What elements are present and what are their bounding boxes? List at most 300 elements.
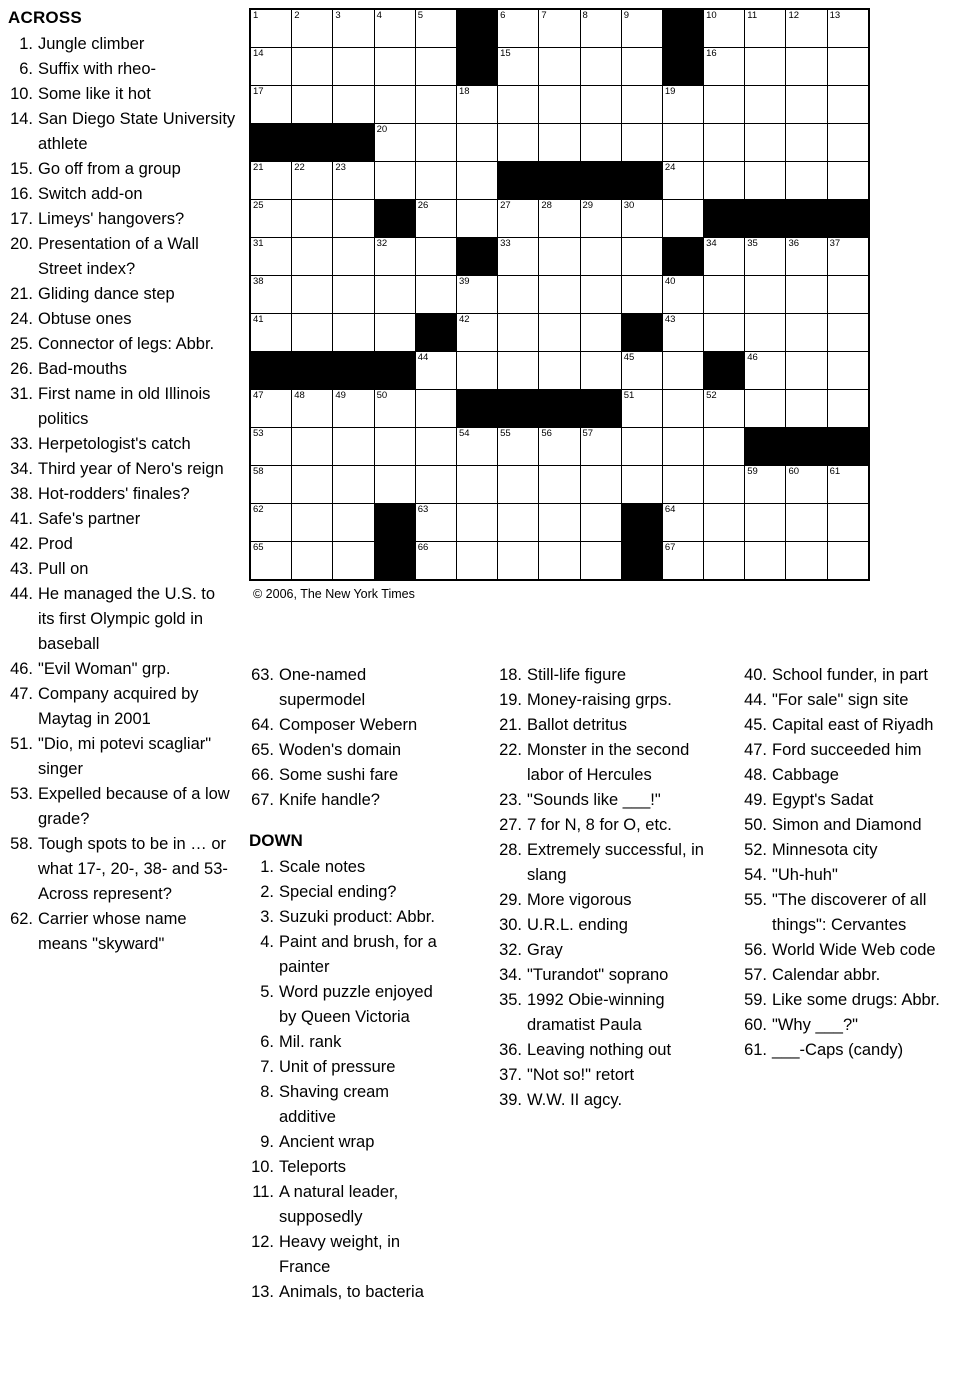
grid-cell[interactable] bbox=[292, 48, 333, 86]
grid-cell[interactable] bbox=[662, 124, 703, 162]
grid-cell[interactable] bbox=[704, 542, 745, 581]
grid-cell[interactable] bbox=[415, 162, 456, 200]
grid-cell[interactable] bbox=[292, 200, 333, 238]
grid-cell-number: 27 bbox=[500, 200, 511, 211]
grid-cell[interactable] bbox=[292, 542, 333, 581]
grid-cell[interactable] bbox=[456, 314, 497, 352]
grid-cell[interactable] bbox=[498, 86, 539, 124]
grid-cell[interactable] bbox=[250, 428, 292, 466]
grid-cell[interactable] bbox=[456, 86, 497, 124]
grid-cell[interactable] bbox=[292, 9, 333, 48]
clue-item[interactable] bbox=[8, 282, 236, 307]
clue-item[interactable] bbox=[497, 838, 707, 888]
grid-cell[interactable] bbox=[580, 466, 621, 504]
grid-cell[interactable] bbox=[415, 86, 456, 124]
clue-item[interactable] bbox=[8, 682, 236, 732]
clue-item[interactable] bbox=[497, 688, 707, 713]
clue-item[interactable] bbox=[497, 888, 707, 913]
clue-item[interactable] bbox=[8, 582, 236, 657]
clue-item[interactable] bbox=[497, 938, 707, 963]
grid-cell[interactable] bbox=[292, 504, 333, 542]
clue-item[interactable] bbox=[497, 988, 707, 1038]
grid-cell[interactable] bbox=[580, 428, 621, 466]
clue-text: A natural leader, supposedly bbox=[279, 1183, 399, 1226]
grid-cell[interactable] bbox=[786, 86, 827, 124]
clue-item[interactable] bbox=[249, 1280, 449, 1305]
grid-cell[interactable] bbox=[333, 162, 374, 200]
grid-cell[interactable] bbox=[580, 352, 621, 390]
grid-cell[interactable] bbox=[580, 48, 621, 86]
clue-item[interactable] bbox=[8, 657, 236, 682]
clue-item[interactable] bbox=[8, 507, 236, 532]
clue-item[interactable] bbox=[8, 557, 236, 582]
clue-item[interactable] bbox=[8, 357, 236, 382]
grid-cell[interactable] bbox=[704, 86, 745, 124]
grid-cell[interactable] bbox=[786, 542, 827, 581]
grid-cell[interactable] bbox=[745, 276, 786, 314]
grid-cell[interactable] bbox=[621, 352, 662, 390]
grid-cell[interactable] bbox=[621, 86, 662, 124]
clue-number: 22. bbox=[499, 741, 522, 759]
clue-number: 34. bbox=[10, 460, 33, 478]
grid-cell[interactable] bbox=[704, 428, 745, 466]
grid-cell[interactable] bbox=[456, 542, 497, 581]
grid-cell[interactable] bbox=[374, 48, 415, 86]
grid-cell[interactable] bbox=[333, 238, 374, 276]
grid-cell[interactable] bbox=[292, 428, 333, 466]
grid-cell[interactable] bbox=[333, 504, 374, 542]
grid-cell[interactable] bbox=[745, 390, 786, 428]
grid-cell[interactable] bbox=[745, 86, 786, 124]
grid-cell[interactable] bbox=[704, 390, 745, 428]
clue-item[interactable] bbox=[742, 1038, 957, 1063]
grid-cell[interactable] bbox=[539, 9, 580, 48]
clue-item[interactable] bbox=[249, 1130, 449, 1155]
grid-cell[interactable] bbox=[786, 390, 827, 428]
grid-cell[interactable] bbox=[415, 390, 456, 428]
clue-text: "Why ___?" bbox=[772, 1016, 859, 1034]
grid-cell[interactable] bbox=[662, 390, 703, 428]
grid-cell[interactable] bbox=[704, 504, 745, 542]
clue-item[interactable] bbox=[8, 32, 236, 57]
grid-cell[interactable] bbox=[415, 276, 456, 314]
grid-cell[interactable] bbox=[292, 238, 333, 276]
grid-cell[interactable] bbox=[662, 86, 703, 124]
clue-number: 6. bbox=[260, 1033, 274, 1051]
grid-cell[interactable] bbox=[333, 276, 374, 314]
grid-cell[interactable] bbox=[827, 9, 869, 48]
grid-cell[interactable] bbox=[333, 48, 374, 86]
clue-number: 25. bbox=[10, 335, 33, 353]
clue-item[interactable] bbox=[249, 1080, 449, 1130]
grid-cell[interactable] bbox=[498, 200, 539, 238]
grid-cell[interactable] bbox=[333, 200, 374, 238]
clue-item[interactable] bbox=[497, 713, 707, 738]
clue-item[interactable] bbox=[497, 1063, 707, 1088]
grid-cell-number: 38 bbox=[253, 276, 264, 287]
clue-text: Carrier whose name means "skyward" bbox=[38, 910, 187, 953]
grid-cell[interactable] bbox=[374, 314, 415, 352]
grid-cell[interactable] bbox=[250, 48, 292, 86]
grid-cell[interactable] bbox=[498, 9, 539, 48]
grid-cell[interactable] bbox=[662, 352, 703, 390]
clue-item[interactable] bbox=[8, 332, 236, 357]
grid-cell[interactable] bbox=[704, 238, 745, 276]
clue-item[interactable] bbox=[497, 1038, 707, 1063]
grid-cell[interactable] bbox=[745, 162, 786, 200]
grid-cell[interactable] bbox=[704, 48, 745, 86]
grid-cell[interactable] bbox=[704, 276, 745, 314]
grid-cell[interactable] bbox=[827, 466, 869, 504]
grid-cell[interactable] bbox=[662, 162, 703, 200]
clue-item[interactable] bbox=[8, 157, 236, 182]
grid-cell[interactable] bbox=[374, 162, 415, 200]
grid-cell[interactable] bbox=[580, 276, 621, 314]
clue-item[interactable] bbox=[249, 1180, 449, 1230]
clue-item[interactable] bbox=[8, 232, 236, 282]
grid-cell[interactable] bbox=[292, 466, 333, 504]
grid-cell[interactable] bbox=[498, 48, 539, 86]
grid-cell[interactable] bbox=[621, 48, 662, 86]
grid-cell[interactable] bbox=[827, 390, 869, 428]
clue-item[interactable] bbox=[742, 963, 957, 988]
clue-text: Prod bbox=[38, 535, 73, 553]
grid-cell[interactable] bbox=[250, 542, 292, 581]
clue-number: 24. bbox=[10, 310, 33, 328]
grid-cell[interactable] bbox=[827, 542, 869, 581]
clue-item[interactable] bbox=[249, 663, 449, 713]
grid-cell[interactable] bbox=[539, 124, 580, 162]
grid-cell[interactable] bbox=[827, 48, 869, 86]
grid-cell[interactable] bbox=[374, 124, 415, 162]
clue-item[interactable] bbox=[8, 832, 236, 907]
grid-cell[interactable] bbox=[539, 352, 580, 390]
grid-cell[interactable] bbox=[374, 390, 415, 428]
clue-item[interactable] bbox=[742, 663, 957, 688]
grid-cell[interactable] bbox=[415, 428, 456, 466]
grid-cell[interactable] bbox=[786, 124, 827, 162]
clue-item[interactable] bbox=[249, 738, 449, 763]
grid-cell[interactable] bbox=[374, 428, 415, 466]
grid-cell[interactable] bbox=[827, 238, 869, 276]
grid-cell[interactable] bbox=[333, 542, 374, 581]
clue-item[interactable] bbox=[8, 57, 236, 82]
grid-cell[interactable] bbox=[621, 466, 662, 504]
grid-cell[interactable] bbox=[456, 428, 497, 466]
grid-cell-number: 67 bbox=[664, 542, 676, 553]
grid-cell[interactable] bbox=[374, 466, 415, 504]
grid-cell[interactable] bbox=[745, 352, 786, 390]
grid-cell[interactable] bbox=[250, 276, 292, 314]
clue-item[interactable] bbox=[249, 855, 449, 880]
grid-cell[interactable] bbox=[415, 542, 456, 581]
clue-item[interactable] bbox=[8, 82, 236, 107]
grid-cell[interactable] bbox=[745, 48, 786, 86]
grid-cell[interactable] bbox=[745, 542, 786, 581]
grid-cell[interactable] bbox=[704, 9, 745, 48]
grid-cell[interactable] bbox=[415, 238, 456, 276]
grid-cell[interactable] bbox=[704, 314, 745, 352]
grid-cell[interactable] bbox=[333, 86, 374, 124]
grid-row bbox=[250, 238, 869, 276]
clue-column-two bbox=[249, 663, 449, 1305]
grid-cell[interactable] bbox=[539, 504, 580, 542]
grid-cell-number: 37 bbox=[829, 238, 841, 249]
clue-item[interactable] bbox=[742, 838, 957, 863]
grid-cell[interactable] bbox=[621, 200, 662, 238]
grid-cell[interactable] bbox=[580, 200, 621, 238]
clue-number: 59. bbox=[744, 991, 767, 1009]
clue-item[interactable] bbox=[497, 813, 707, 838]
grid-cell[interactable] bbox=[415, 124, 456, 162]
grid-cell[interactable] bbox=[415, 352, 456, 390]
grid-cell[interactable] bbox=[827, 352, 869, 390]
grid-cell[interactable] bbox=[292, 162, 333, 200]
clue-number: 60. bbox=[744, 1016, 767, 1034]
grid-cell[interactable] bbox=[621, 390, 662, 428]
clue-item[interactable] bbox=[742, 738, 957, 763]
grid-cell[interactable] bbox=[498, 542, 539, 581]
grid-cell[interactable] bbox=[539, 86, 580, 124]
grid-cell[interactable] bbox=[786, 238, 827, 276]
clue-item[interactable] bbox=[249, 930, 449, 980]
clue-item[interactable] bbox=[742, 688, 957, 713]
grid-cell[interactable] bbox=[292, 276, 333, 314]
grid-cell[interactable] bbox=[580, 9, 621, 48]
grid-cell[interactable] bbox=[621, 124, 662, 162]
clue-item[interactable] bbox=[8, 732, 236, 782]
grid-cell[interactable] bbox=[827, 276, 869, 314]
grid-cell-block bbox=[827, 428, 869, 466]
grid-cell-number: 66 bbox=[417, 542, 429, 553]
clue-text: Third year of Nero's reign bbox=[38, 460, 224, 478]
clue-item[interactable] bbox=[8, 457, 236, 482]
grid-cell[interactable] bbox=[539, 48, 580, 86]
grid-cell[interactable] bbox=[539, 238, 580, 276]
grid-cell[interactable] bbox=[456, 200, 497, 238]
clue-item[interactable] bbox=[8, 107, 236, 157]
grid-cell[interactable] bbox=[621, 9, 662, 48]
grid-cell[interactable] bbox=[662, 200, 703, 238]
grid-cell[interactable] bbox=[498, 276, 539, 314]
grid-cell[interactable] bbox=[539, 542, 580, 581]
grid-cell[interactable] bbox=[292, 314, 333, 352]
grid-cell[interactable] bbox=[786, 504, 827, 542]
grid-cell[interactable] bbox=[498, 238, 539, 276]
grid-cell[interactable] bbox=[745, 504, 786, 542]
grid-row bbox=[250, 9, 869, 48]
grid-cell[interactable] bbox=[662, 314, 703, 352]
grid-cell[interactable] bbox=[704, 162, 745, 200]
grid-cell[interactable] bbox=[498, 466, 539, 504]
grid-cell[interactable] bbox=[250, 314, 292, 352]
grid-cell[interactable] bbox=[786, 276, 827, 314]
grid-cell[interactable] bbox=[827, 86, 869, 124]
grid-cell[interactable] bbox=[621, 238, 662, 276]
grid-cell-number: 13 bbox=[829, 10, 841, 21]
clue-number: 66. bbox=[251, 766, 274, 784]
grid-cell[interactable] bbox=[827, 504, 869, 542]
grid-cell[interactable] bbox=[374, 238, 415, 276]
grid-cell[interactable] bbox=[662, 428, 703, 466]
grid-cell[interactable] bbox=[745, 238, 786, 276]
grid-cell[interactable] bbox=[745, 466, 786, 504]
grid-cell-number: 49 bbox=[335, 390, 346, 401]
grid-cell-number: 26 bbox=[417, 200, 429, 211]
grid-cell[interactable] bbox=[580, 86, 621, 124]
grid-cell[interactable] bbox=[704, 124, 745, 162]
clue-item[interactable] bbox=[742, 813, 957, 838]
clue-item[interactable] bbox=[249, 980, 449, 1030]
grid-cell[interactable] bbox=[539, 466, 580, 504]
grid-cell[interactable] bbox=[786, 466, 827, 504]
clue-item[interactable] bbox=[8, 207, 236, 232]
clue-item[interactable] bbox=[497, 788, 707, 813]
grid-cell-number: 17 bbox=[253, 86, 264, 97]
grid-cell[interactable] bbox=[415, 200, 456, 238]
grid-cell[interactable] bbox=[333, 466, 374, 504]
clue-item[interactable] bbox=[742, 863, 957, 888]
grid-cell[interactable] bbox=[580, 504, 621, 542]
grid-cell[interactable] bbox=[456, 504, 497, 542]
grid-cell[interactable] bbox=[374, 9, 415, 48]
grid-cell[interactable] bbox=[456, 276, 497, 314]
grid-cell[interactable] bbox=[662, 276, 703, 314]
grid-cell[interactable] bbox=[250, 86, 292, 124]
clue-number: 52. bbox=[744, 841, 767, 859]
clue-item[interactable] bbox=[8, 782, 236, 832]
grid-cell[interactable] bbox=[250, 9, 292, 48]
grid-cell[interactable] bbox=[498, 504, 539, 542]
grid-cell[interactable] bbox=[250, 200, 292, 238]
grid-cell[interactable] bbox=[745, 9, 786, 48]
grid-cell[interactable] bbox=[250, 390, 292, 428]
grid-cell[interactable] bbox=[621, 428, 662, 466]
clue-number: 4. bbox=[260, 933, 274, 951]
grid-cell[interactable] bbox=[539, 428, 580, 466]
grid-cell[interactable] bbox=[456, 466, 497, 504]
clue-item[interactable] bbox=[742, 763, 957, 788]
clue-item[interactable] bbox=[8, 482, 236, 507]
clue-item[interactable] bbox=[8, 532, 236, 557]
grid-cell[interactable] bbox=[498, 124, 539, 162]
clue-item[interactable] bbox=[497, 1088, 707, 1113]
grid-cell[interactable] bbox=[498, 352, 539, 390]
grid-cell[interactable] bbox=[786, 9, 827, 48]
clue-item[interactable] bbox=[497, 738, 707, 788]
clue-item[interactable] bbox=[249, 763, 449, 788]
grid-cell[interactable] bbox=[250, 504, 292, 542]
grid-cell[interactable] bbox=[786, 314, 827, 352]
clue-item[interactable] bbox=[249, 1155, 449, 1180]
grid-cell[interactable] bbox=[704, 466, 745, 504]
clue-item[interactable] bbox=[249, 788, 449, 813]
grid-cell-block bbox=[292, 352, 333, 390]
grid-cell[interactable] bbox=[786, 48, 827, 86]
clue-item[interactable] bbox=[8, 432, 236, 457]
grid-cell[interactable] bbox=[827, 162, 869, 200]
grid-cell[interactable] bbox=[292, 86, 333, 124]
grid-cell[interactable] bbox=[745, 124, 786, 162]
grid-cell[interactable] bbox=[580, 238, 621, 276]
grid-cell[interactable] bbox=[827, 314, 869, 352]
grid-cell[interactable] bbox=[539, 200, 580, 238]
grid-cell[interactable] bbox=[415, 504, 456, 542]
grid-cell[interactable] bbox=[827, 124, 869, 162]
grid-cell[interactable] bbox=[456, 352, 497, 390]
clue-item[interactable] bbox=[249, 880, 449, 905]
grid-cell[interactable] bbox=[580, 542, 621, 581]
grid-cell[interactable] bbox=[374, 276, 415, 314]
grid-cell[interactable] bbox=[333, 390, 374, 428]
clue-item[interactable] bbox=[742, 1013, 957, 1038]
grid-cell[interactable] bbox=[580, 124, 621, 162]
grid-cell[interactable] bbox=[292, 390, 333, 428]
grid-cell-number: 31 bbox=[253, 238, 264, 249]
clue-item[interactable] bbox=[249, 1030, 449, 1055]
clue-item[interactable] bbox=[249, 905, 449, 930]
grid-cell[interactable] bbox=[786, 162, 827, 200]
clue-item[interactable] bbox=[742, 788, 957, 813]
clue-item[interactable] bbox=[8, 382, 236, 432]
clue-item[interactable] bbox=[8, 907, 236, 957]
grid-cell-number: 65 bbox=[253, 542, 264, 553]
clue-item[interactable] bbox=[8, 307, 236, 332]
grid-cell[interactable] bbox=[333, 428, 374, 466]
clue-item[interactable] bbox=[249, 713, 449, 738]
grid-cell[interactable] bbox=[333, 9, 374, 48]
grid-cell[interactable] bbox=[456, 124, 497, 162]
grid-cell[interactable] bbox=[786, 352, 827, 390]
grid-cell[interactable] bbox=[456, 162, 497, 200]
clue-number: 43. bbox=[10, 560, 33, 578]
clue-item[interactable] bbox=[8, 182, 236, 207]
grid-cell[interactable] bbox=[662, 504, 703, 542]
grid-cell[interactable] bbox=[415, 9, 456, 48]
grid-cell[interactable] bbox=[621, 276, 662, 314]
grid-cell[interactable] bbox=[374, 86, 415, 124]
clue-item[interactable] bbox=[742, 713, 957, 738]
grid-cell-number: 52 bbox=[706, 390, 717, 401]
grid-cell[interactable] bbox=[250, 466, 292, 504]
clue-text: Extremely successful, in slang bbox=[527, 841, 704, 884]
grid-cell-number: 1 bbox=[253, 10, 259, 21]
grid-cell[interactable] bbox=[580, 314, 621, 352]
grid-cell[interactable] bbox=[250, 238, 292, 276]
grid-cell[interactable] bbox=[539, 276, 580, 314]
grid-cell[interactable] bbox=[662, 466, 703, 504]
clue-item[interactable] bbox=[742, 938, 957, 963]
grid-cell[interactable] bbox=[662, 542, 703, 581]
grid-cell[interactable] bbox=[415, 48, 456, 86]
grid-cell[interactable] bbox=[415, 466, 456, 504]
crossword-grid[interactable] bbox=[249, 8, 870, 581]
grid-cell[interactable] bbox=[333, 314, 374, 352]
grid-cell[interactable] bbox=[498, 314, 539, 352]
grid-cell[interactable] bbox=[539, 314, 580, 352]
clue-item[interactable] bbox=[497, 963, 707, 988]
clue-item[interactable] bbox=[742, 988, 957, 1013]
clue-item[interactable] bbox=[497, 913, 707, 938]
clue-item[interactable] bbox=[249, 1055, 449, 1080]
grid-cell[interactable] bbox=[498, 428, 539, 466]
clue-item[interactable] bbox=[742, 888, 957, 938]
clue-item[interactable] bbox=[497, 663, 707, 688]
clue-text: Suffix with rheo- bbox=[38, 60, 156, 78]
grid-cell[interactable] bbox=[745, 314, 786, 352]
grid-cell[interactable] bbox=[250, 162, 292, 200]
clue-item[interactable] bbox=[249, 1230, 449, 1280]
